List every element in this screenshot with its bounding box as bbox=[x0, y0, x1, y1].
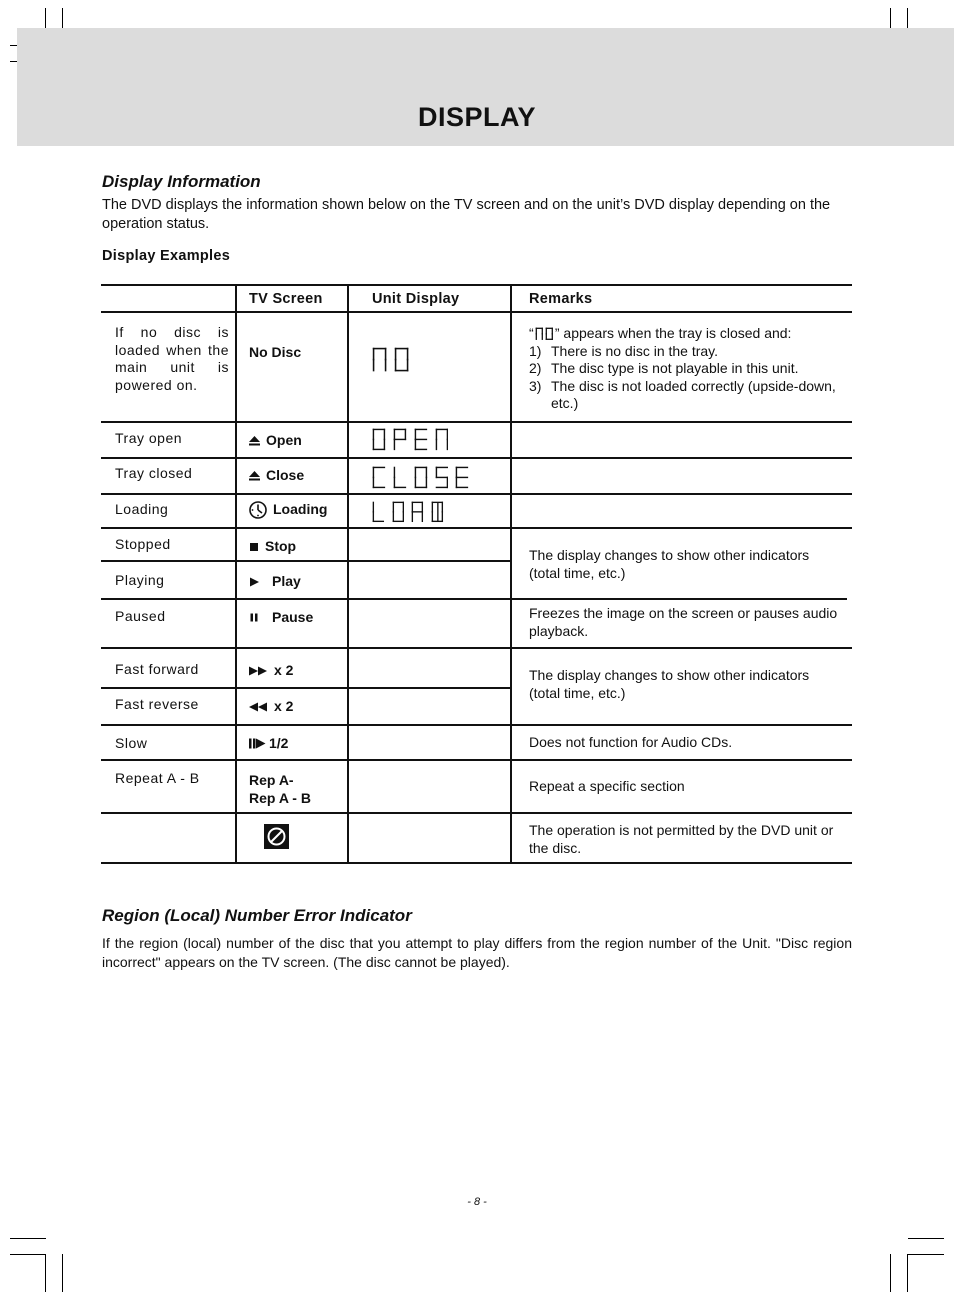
tv-screen-fast-reverse: x 2 bbox=[249, 698, 293, 716]
unit-display-load bbox=[372, 501, 444, 523]
condition-paused: Paused bbox=[115, 608, 166, 624]
display-information-body: The DVD displays the information shown below on the TV screen and on the unit’s DVD display depending on the operation status. bbox=[102, 197, 831, 232]
unit-display-no bbox=[372, 347, 409, 372]
prohibited-icon bbox=[264, 824, 289, 849]
header-remarks: Remarks bbox=[529, 291, 593, 307]
tv-screen-close: Close bbox=[249, 467, 304, 485]
clock-icon bbox=[249, 501, 267, 519]
display-examples-heading: Display Examples bbox=[102, 248, 231, 264]
tv-screen-no-disc: No Disc bbox=[249, 344, 302, 360]
play-icon bbox=[249, 577, 261, 587]
condition-stopped: Stopped bbox=[115, 536, 171, 552]
page-number: - 8 - bbox=[467, 1196, 487, 1208]
remark-slow: Does not function for Audio CDs. bbox=[529, 734, 733, 750]
remark-prohibited: The operation is not permitted by the DVD unit or the disc. bbox=[529, 822, 834, 856]
region-body: If the region (local) number of the disc that you attempt to play differs from the region number of the Unit. "Disc region incorrect" appears on the TV screen. (The disc cannot be played). bbox=[102, 935, 852, 970]
condition-tray-closed: Tray closed bbox=[115, 465, 193, 481]
display-information-heading: Display Information bbox=[102, 172, 261, 191]
remark-repeat: Repeat a specific section bbox=[529, 778, 685, 794]
page-title: DISPLAY bbox=[417, 102, 537, 132]
remark-no-disc: “ ” appears when the tray is closed and: 1) There is no disc in the tray. 2) The disc type is not playable in this unit. 3) The disc is not loaded correctly (upside-down, etc.) bbox=[529, 325, 836, 411]
condition-no-disc: If no disc is loaded when the main unit is powered on. bbox=[115, 324, 229, 393]
stop-icon bbox=[249, 542, 259, 552]
remark-stop-play: The display changes to show other indicators (total time, etc.) bbox=[529, 547, 810, 581]
remark-ff-fr: The display changes to show other indicators (total time, etc.) bbox=[529, 667, 810, 701]
tv-screen-prohibited bbox=[264, 824, 289, 854]
region-heading: Region (Local) Number Error Indicator bbox=[102, 906, 412, 925]
tv-screen-stop: Stop bbox=[249, 538, 296, 556]
condition-playing: Playing bbox=[115, 572, 165, 588]
tv-screen-loading: Loading bbox=[249, 501, 327, 519]
tv-screen-open: Open bbox=[249, 432, 302, 450]
inline-lcd-no bbox=[535, 327, 554, 341]
tv-screen-fast-forward: x 2 bbox=[249, 662, 293, 680]
condition-repeat-ab: Repeat A - B bbox=[115, 770, 200, 786]
condition-fast-reverse: Fast reverse bbox=[115, 696, 199, 712]
condition-loading: Loading bbox=[115, 501, 169, 517]
remark-pause: Freezes the image on the screen or pauses audio playback. bbox=[529, 605, 838, 639]
condition-tray-open: Tray open bbox=[115, 430, 183, 446]
tv-screen-repeat: Rep A- Rep A - B bbox=[249, 772, 311, 806]
fast-forward-icon bbox=[249, 666, 268, 676]
eject-icon bbox=[249, 471, 260, 481]
slow-icon bbox=[249, 738, 266, 749]
pause-icon bbox=[249, 613, 259, 623]
header-unit-display: Unit Display bbox=[372, 291, 460, 307]
tv-screen-pause: Pause bbox=[249, 609, 313, 627]
unit-display-open bbox=[372, 428, 448, 451]
eject-icon bbox=[249, 436, 260, 446]
tv-screen-play: Play bbox=[249, 573, 301, 591]
tv-screen-slow: 1/2 bbox=[249, 735, 288, 753]
condition-fast-forward: Fast forward bbox=[115, 661, 199, 677]
header-tv-screen: TV Screen bbox=[249, 291, 323, 307]
condition-slow: Slow bbox=[115, 735, 148, 751]
unit-display-close bbox=[372, 466, 469, 489]
fast-reverse-icon bbox=[249, 702, 268, 712]
